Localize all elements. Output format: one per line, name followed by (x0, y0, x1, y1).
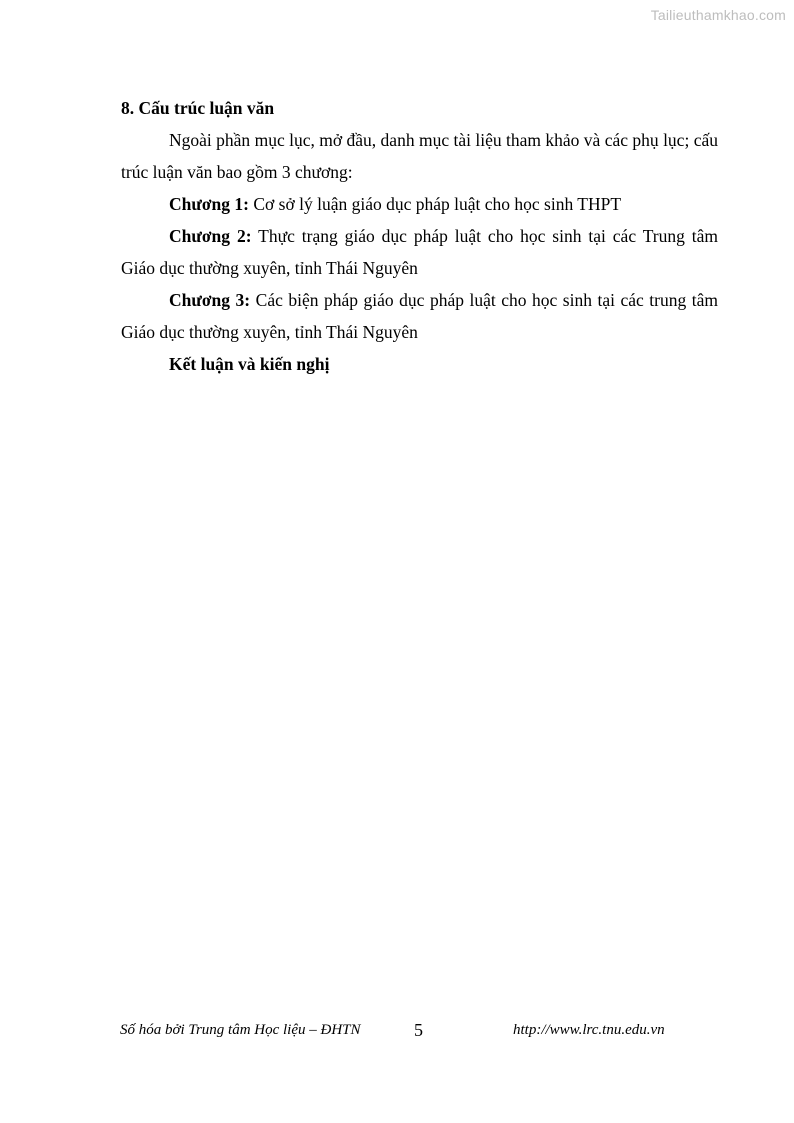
chapter-3-paragraph (121, 284, 718, 348)
chapter-2-text: Thực trạng giáo dục pháp luật cho học sinh tại các Trung tâm Giáo dục thường xuyên, tỉnh Thái Nguyên (121, 226, 718, 278)
chapter-2-label: Chương 2: (169, 226, 252, 246)
chapter-3-text: Các biện pháp giáo dục pháp luật cho học sinh tại các trung tâm Giáo dục thường xuyên, tỉnh Thái Nguyên (121, 290, 718, 342)
chapter-1-text: Cơ sở lý luận giáo dục pháp luật cho học sinh THPT (249, 194, 622, 214)
chapter-2-paragraph (121, 220, 718, 284)
chapter-1-paragraph (121, 188, 718, 220)
footer-credit: Số hóa bởi Trung tâm Học liệu – ĐHTN (120, 1022, 361, 1038)
watermark-text: Tailieuthamkhao.com (650, 7, 786, 23)
page-number: 5 (414, 1020, 423, 1040)
footer-url: http://www.lrc.tnu.edu.vn (513, 1022, 665, 1038)
chapter-1-label: Chương 1: (169, 194, 249, 214)
intro-paragraph: Ngoài phần mục lục, mở đầu, danh mục tài liệu tham khảo và các phụ lục; cấu trúc luận văn bao gồm 3 chương: (121, 130, 718, 182)
conclusion-heading: Kết luận và kiến nghị (169, 354, 330, 374)
section-heading: 8. Cấu trúc luận văn (121, 98, 275, 118)
page-footer (0, 1020, 794, 1044)
chapter-3-label: Chương 3: (169, 290, 251, 310)
document-body (121, 92, 718, 380)
